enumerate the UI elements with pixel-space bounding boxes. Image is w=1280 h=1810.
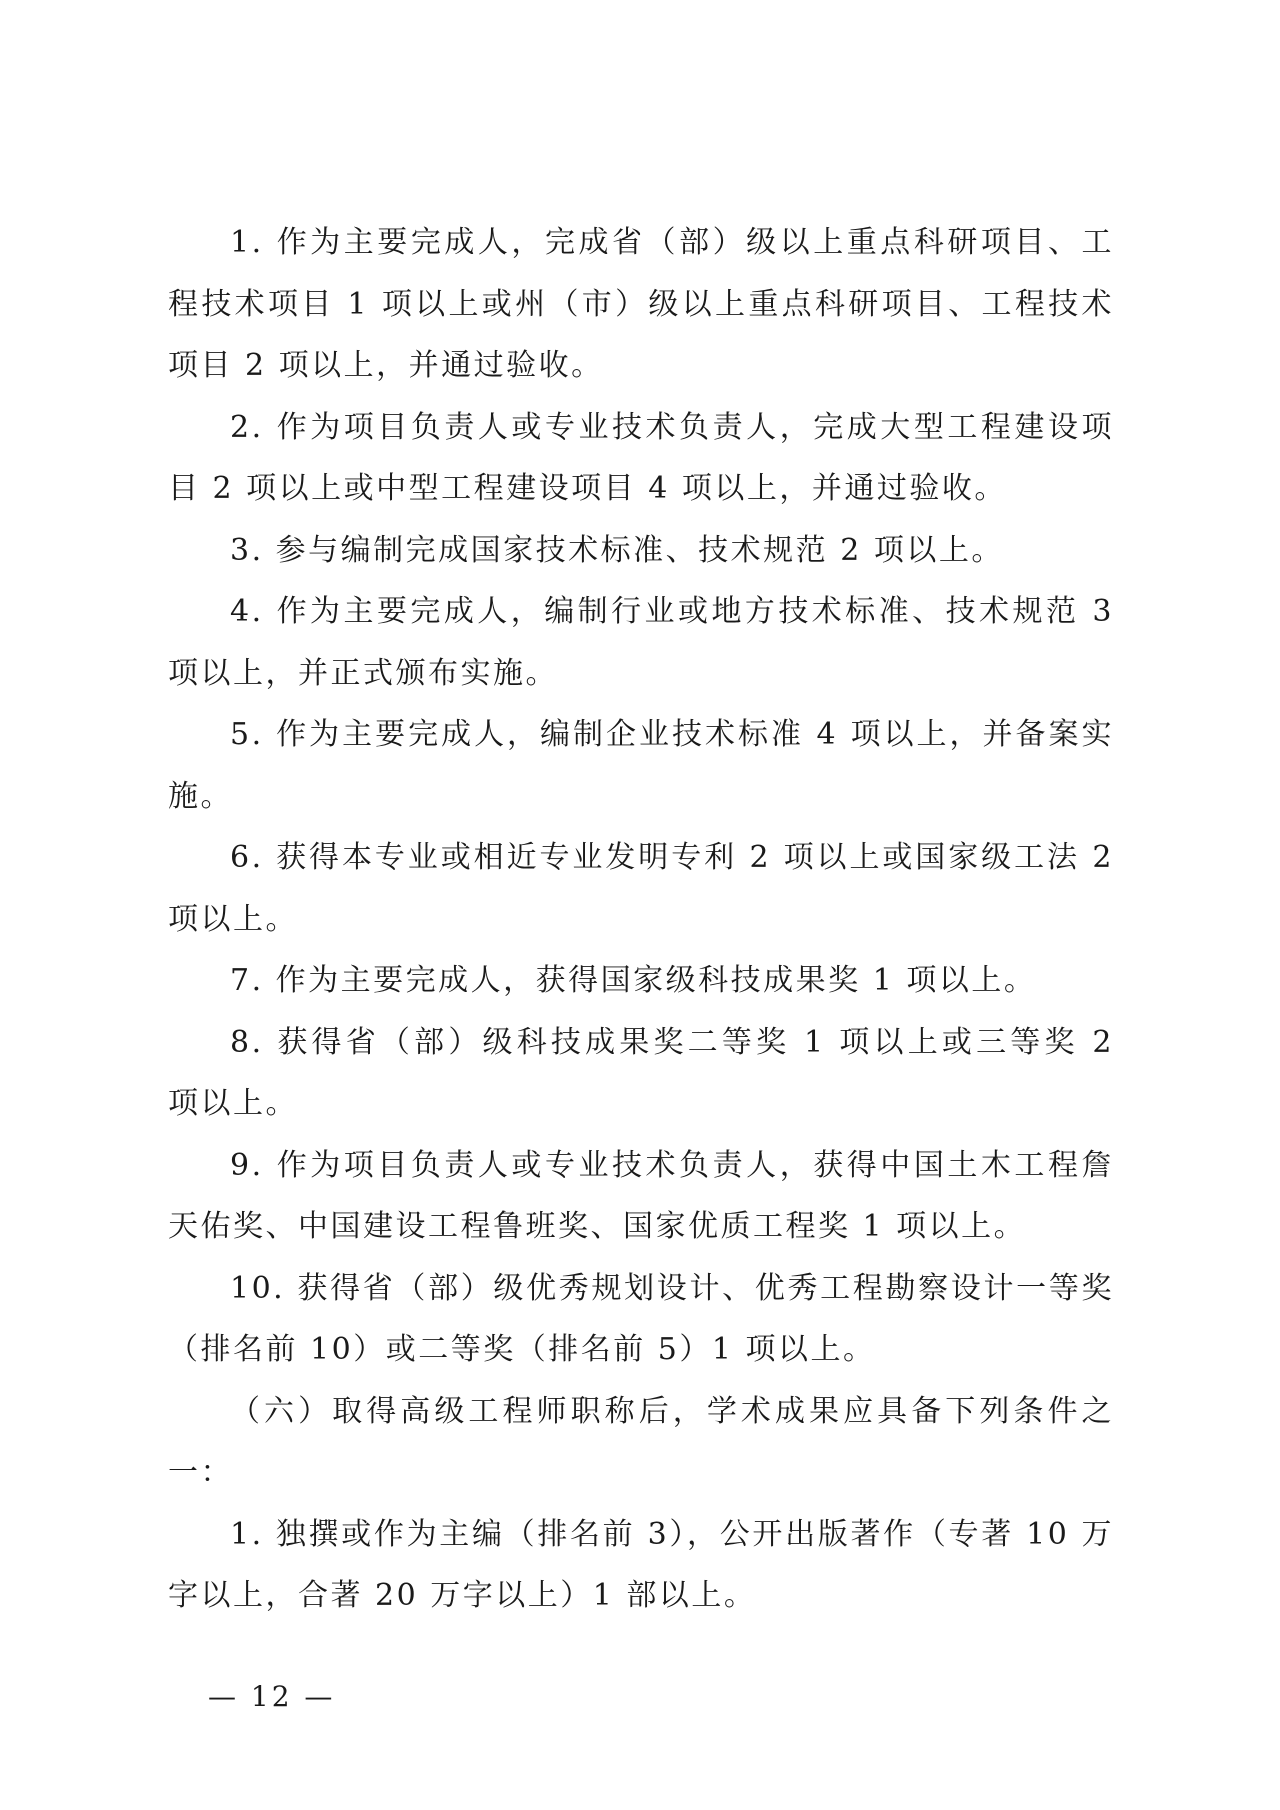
paragraph-4: 4. 作为主要完成人，编制行业或地方技术标准、技术规范 3 项以上，并正式颁布实施。 — [168, 594, 1114, 691]
page-number: — 12 — — [208, 1680, 336, 1713]
paragraph-6: 6. 获得本专业或相近专业发明专利 2 项以上或国家级工法 2 项以上。 — [168, 840, 1114, 937]
paragraph-2: 2. 作为项目负责人或专业技术负责人，完成大型工程建设项目 2 项以上或中型工程建设项目 4 项以上，并通过验收。 — [168, 409, 1114, 506]
section-heading-six: （六）取得高级工程师职称后，学术成果应具备下列条件之一： — [168, 1393, 1114, 1490]
paragraph-10: 10. 获得省（部）级优秀规划设计、优秀工程勘察设计一等奖（排名前 10）或二等奖（排名前 5）1 项以上。 — [168, 1270, 1114, 1367]
document-body — [168, 212, 1114, 1627]
paragraph-9: 9. 作为项目负责人或专业技术负责人，获得中国土木工程詹天佑奖、中国建设工程鲁班奖、国家优质工程奖 1 项以上。 — [168, 1147, 1114, 1244]
paragraph-7: 7. 作为主要完成人，获得国家级科技成果奖 1 项以上。 — [230, 963, 1037, 998]
paragraph-3: 3. 参与编制完成国家技术标准、技术规范 2 项以上。 — [230, 532, 1004, 568]
paragraph-8: 8. 获得省（部）级科技成果奖二等奖 1 项以上或三等奖 2 项以上。 — [168, 1024, 1114, 1121]
paragraph-1: 1. 作为主要完成人，完成省（部）级以上重点科研项目、工程技术项目 1 项以上或州（市）级以上重点科研项目、工程技术项目 2 项以上，并通过验收。 — [168, 225, 1114, 383]
paragraph-5: 5. 作为主要完成人，编制企业技术标准 4 项以上，并备案实施。 — [168, 717, 1114, 814]
paragraph-six-1: 1. 独撰或作为主编（排名前 3），公开出版著作（专著 10 万字以上，合著 20 万字以上）1 部以上。 — [168, 1516, 1114, 1613]
